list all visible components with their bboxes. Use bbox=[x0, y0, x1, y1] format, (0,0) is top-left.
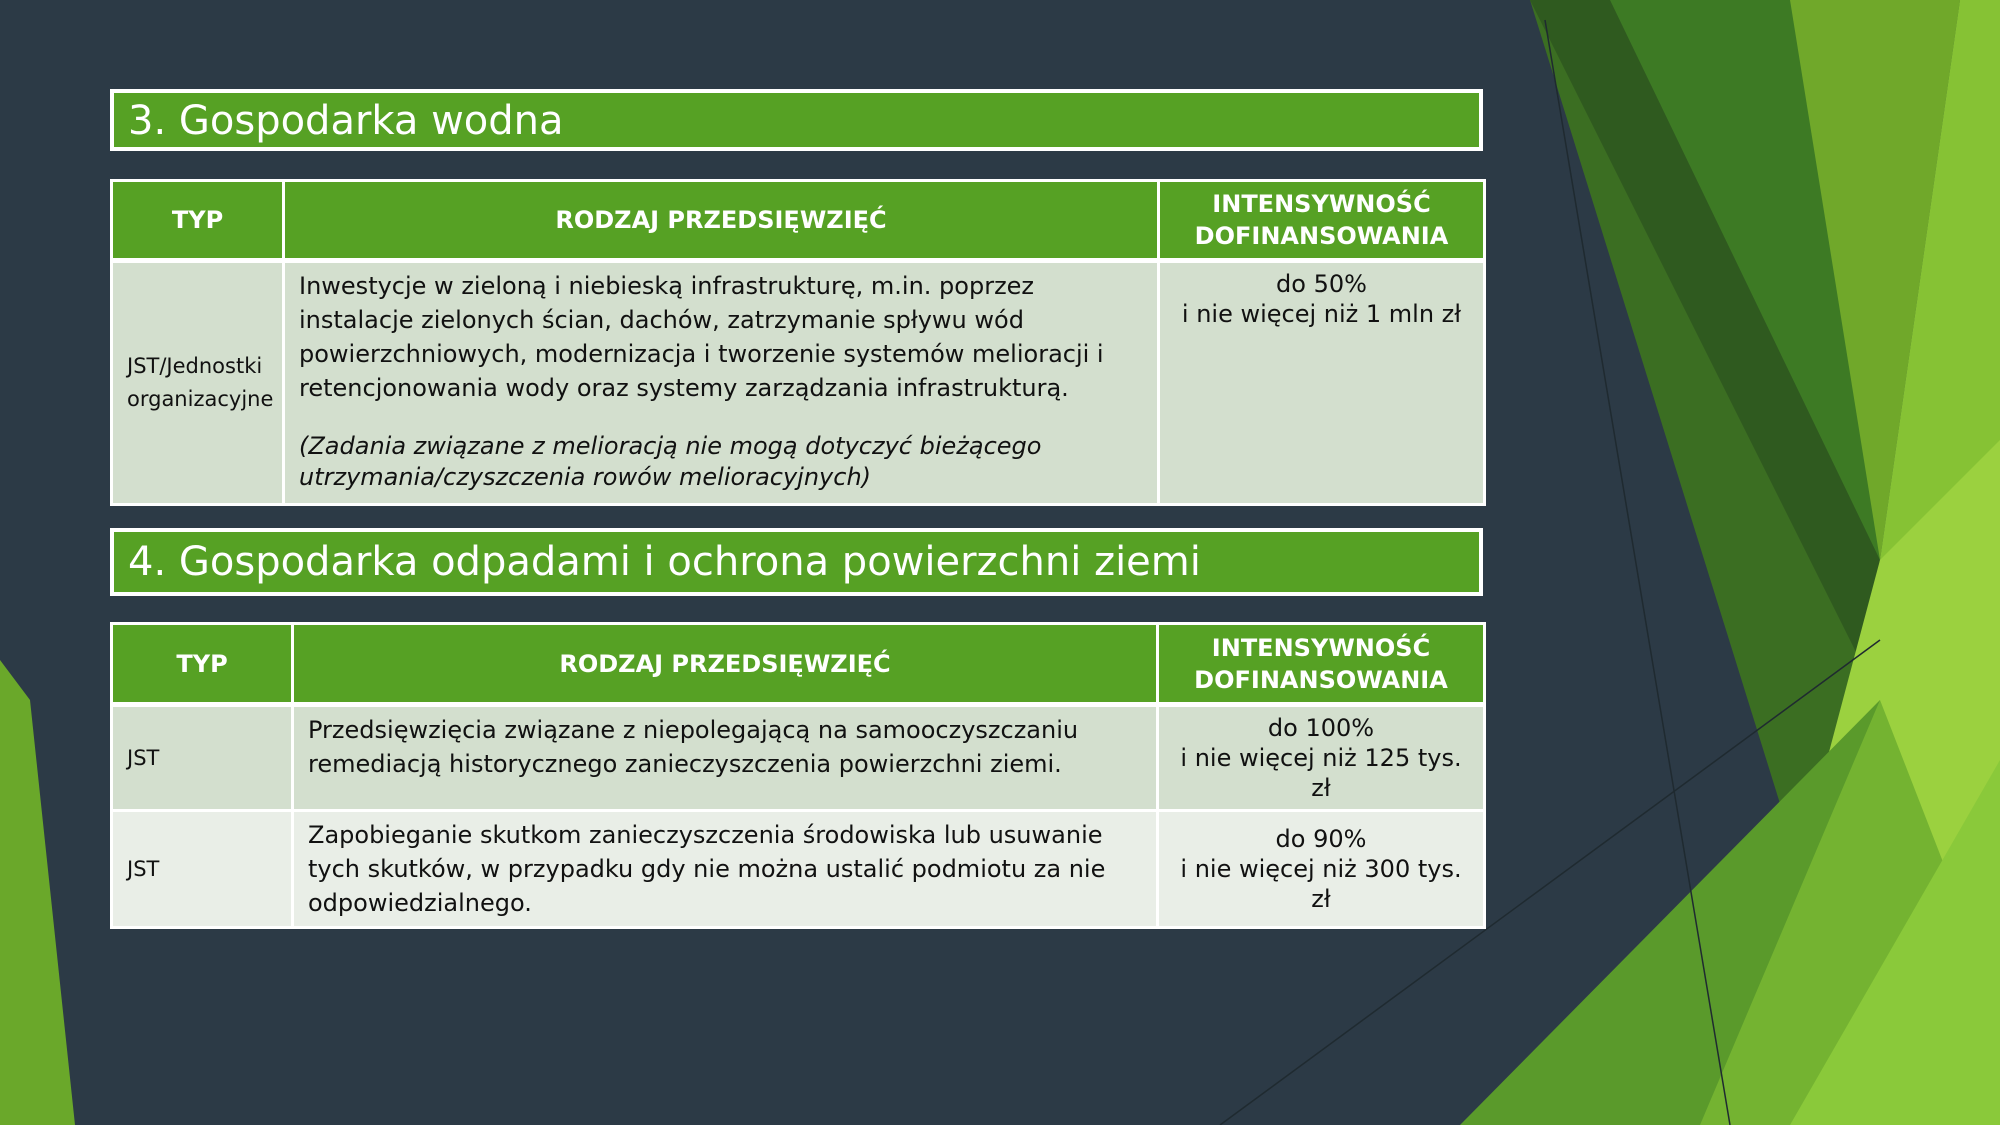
cell-typ: JST bbox=[112, 811, 293, 928]
cell-intensywnosc bbox=[1158, 705, 1485, 811]
header-intensywnosc: INTENSYWNOŚĆ DOFINANSOWANIA bbox=[1159, 181, 1485, 261]
header-typ: TYP bbox=[112, 624, 293, 705]
funding-limit: i nie więcej niż 125 tys. zł bbox=[1180, 744, 1462, 802]
cell-typ: JST bbox=[112, 705, 293, 811]
header-intensywnosc: INTENSYWNOŚĆ DOFINANSOWANIA bbox=[1158, 624, 1485, 705]
cell-rodzaj: Przedsięwzięcia związane z niepolegającą na samooczyszczaniu remediacją historycznego zanieczyszczenia powierzchni ziemi. bbox=[293, 705, 1158, 811]
funding-limit: i nie więcej niż 1 mln zł bbox=[1181, 300, 1462, 328]
waste-management-table bbox=[110, 622, 1486, 929]
funding-percent: do 50% bbox=[1276, 270, 1367, 298]
table-row bbox=[112, 811, 1485, 928]
water-management-table bbox=[110, 179, 1486, 506]
funding-limit: i nie więcej niż 300 tys. zł bbox=[1180, 855, 1462, 913]
funding-percent: do 100% bbox=[1267, 714, 1375, 742]
description-text: Inwestycje w zieloną i niebieską infrastrukturę, m.in. poprzez instalacje zielonych ścian, dachów, zatrzymanie spływu wód powierzchniowych, modernizacja i tworzenie systemów melioracji i retencjonowania wody oraz systemy zarządzania infrastrukturą. bbox=[299, 272, 1104, 402]
cell-rodzaj bbox=[284, 261, 1159, 505]
header-rodzaj: RODZAJ PRZEDSIĘWZIĘĆ bbox=[293, 624, 1158, 705]
section-title-waste: 4. Gospodarka odpadami i ochrona powierzchni ziemi bbox=[110, 528, 1483, 596]
funding-percent: do 90% bbox=[1275, 825, 1367, 853]
table-row bbox=[112, 261, 1485, 505]
cell-typ: JST/Jednostki organizacyjne bbox=[112, 261, 284, 505]
cell-intensywnosc bbox=[1159, 261, 1485, 505]
header-rodzaj: RODZAJ PRZEDSIĘWZIĘĆ bbox=[284, 181, 1159, 261]
cell-intensywnosc bbox=[1158, 811, 1485, 928]
cell-rodzaj: Zapobieganie skutkom zanieczyszczenia środowiska lub usuwanie tych skutków, w przypadku gdy nie można ustalić podmiotu za nie odpowiedzialnego. bbox=[293, 811, 1158, 928]
table-row bbox=[112, 705, 1485, 811]
header-typ: TYP bbox=[112, 181, 284, 261]
description-note: (Zadania związane z melioracją nie mogą dotyczyć bieżącego utrzymania/czyszczenia rowów melioracyjnych) bbox=[299, 432, 1042, 491]
section-title-water: 3. Gospodarka wodna bbox=[110, 89, 1483, 151]
